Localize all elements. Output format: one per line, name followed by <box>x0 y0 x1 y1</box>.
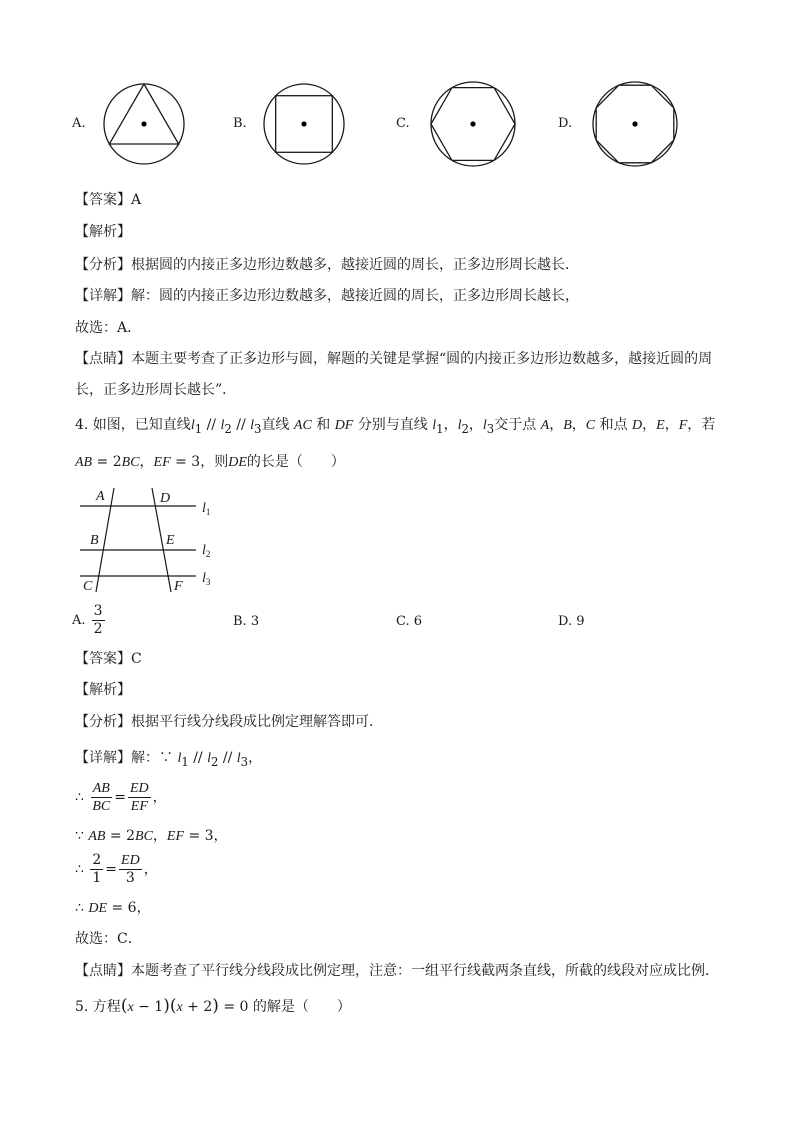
q5-stem: 5. 方程(x − 1)(x + 2) = 0 的解是（ ） <box>75 996 351 1016</box>
q4-option-d[interactable]: D. 9 <box>558 614 585 629</box>
q3-dianjing-text: 本题主要考查了正多边形与圆，解题的关键是掌握“圆的内接正多边形边数越多，越接近圆的周 <box>131 351 713 367</box>
q3-xiangjie <box>75 286 579 306</box>
point-e-label: E <box>166 533 175 548</box>
point-d-label: D <box>160 491 171 506</box>
point-b-label: B <box>90 533 99 548</box>
q3-dianjing-tag: 【点睛】 <box>75 351 131 367</box>
circle-inscribed-triangle-figure <box>102 82 186 166</box>
circle-inscribed-hexagon-figure <box>429 80 517 168</box>
q3-dianjing-line2: 长，正多边形周长越长”． <box>75 382 237 398</box>
q3-guxuan: 故选：A． <box>75 320 142 336</box>
q4-fenxi: 【分析】根据平行线分线段成比例定理解答即可． <box>75 714 383 730</box>
q3-fenxi-tag: 【分析】 <box>75 257 131 273</box>
point-c-label: C <box>83 579 93 594</box>
q4-stem-line2: AB = 2BC，EF = 3，则DE的长是（ ） <box>75 454 345 470</box>
q3-xiangjie-tag: 【详解】 <box>75 288 131 304</box>
q4-step-substitute: ∴ $\frac{2}{1}$ = $\frac{ED}{3}$ ， <box>75 852 158 886</box>
q4-option-a[interactable]: A. $\frac{3}{2}$ <box>72 603 103 637</box>
q4-option-c[interactable]: C. 6 <box>396 614 423 629</box>
circle-inscribed-octagon-figure <box>591 80 679 168</box>
q3-option-b-label[interactable]: B. <box>233 116 247 131</box>
q4-step-given: ∵ AB = 2BC，EF = 3， <box>75 828 228 844</box>
q4-guxuan: 故选：C． <box>75 931 142 947</box>
q3-fenxi <box>75 255 579 275</box>
q3-jiexi-heading: 【解析】 <box>75 224 131 240</box>
q4-step-result: ∴ DE = 6， <box>75 900 151 916</box>
q4-answer: 【答案】C <box>75 651 142 667</box>
q4-option-a-fraction: $\frac{3}{2}$ <box>93 603 103 637</box>
parallel-lines-figure <box>76 484 226 596</box>
q4-stem-line1: 4. 如图，已知直线$l_1 // l_2 // l_3$直线 AC 和 DF 分别与直线 $l_1$，$l_2$，$l_3$交于点 A，B，C 和点 D，E，F，若 <box>75 417 716 436</box>
q3-option-a-label[interactable]: A. <box>72 116 86 131</box>
q3-xiangjie-text: 解：圆的内接正多边形边数越多，越接近圆的周长，正多边形周长越长， <box>131 288 579 304</box>
q3-answer: 【答案】A <box>75 192 142 208</box>
l2-label: $l_2$ <box>202 543 211 559</box>
l3-label: $l_3$ <box>202 571 211 587</box>
q4-xiangjie: 【详解】解：∵ $l_1 // l_2 // l_3$， <box>75 750 263 769</box>
q4-jiexi-heading: 【解析】 <box>75 682 131 698</box>
l1-label: $l_1$ <box>202 501 211 517</box>
q4-option-b[interactable]: B. 3 <box>233 614 260 629</box>
circle-inscribed-square-figure <box>262 82 346 166</box>
q4-dianjing: 【点睛】本题考查了平行线分线段成比例定理，注意：一组平行线截两条直线，所截的线段对应成比例． <box>75 963 719 979</box>
q3-fenxi-text: 根据圆的内接正多边形边数越多，越接近圆的周长，正多边形周长越长． <box>131 257 579 273</box>
q3-option-c-label[interactable]: C. <box>396 116 410 131</box>
q3-option-d-label[interactable]: D. <box>558 116 573 131</box>
q4-step-ratio: ∴ $\frac{AB}{BC}$ = $\frac{ED}{EF}$ ， <box>75 781 167 814</box>
point-a-label: A <box>96 489 105 504</box>
point-f-label: F <box>174 579 183 594</box>
q3-dianjing <box>75 349 712 369</box>
